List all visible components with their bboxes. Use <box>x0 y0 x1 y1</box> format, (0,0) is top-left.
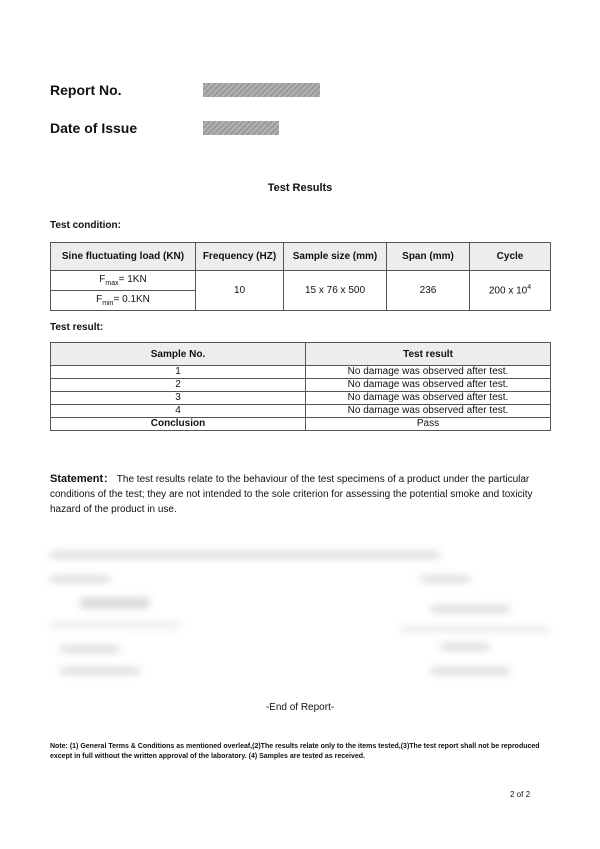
page-number: 2 of 2 <box>510 790 531 799</box>
end-of-report: -End of Report- <box>265 702 335 713</box>
conclusion-row <box>51 418 551 431</box>
table-row <box>51 366 551 379</box>
fmin-value: = 0.1KN <box>113 294 150 305</box>
report-no-redacted <box>203 83 320 97</box>
frequency-value: 10 <box>196 271 284 311</box>
cycle-exp: 4 <box>527 284 532 292</box>
test-condition-table <box>50 242 551 311</box>
header-load: Sine fluctuating load (KN) <box>51 243 196 271</box>
fmax-value: = 1KN <box>118 274 147 285</box>
sample-no: 1 <box>51 366 306 379</box>
statement-text: The test results relate to the behaviour of the test specimens of a product under the particular conditions of the test; they are not intended to the sole criterion for assessing the potential smoke and toxicity hazard of the product in use. <box>50 474 533 515</box>
footer-note: Note: (1) General Terms & Conditions as mentioned overleaf,(2)The results relate only to the items tested,(3)The test report shall not be reproduced except in full without the written approval of the laboratory. (4) Samples are tested as received. <box>50 743 540 760</box>
span-value: 236 <box>387 271 470 311</box>
condition-header-row <box>51 243 551 271</box>
cycle-value <box>470 271 551 311</box>
sample-size-value: 15 x 76 x 500 <box>284 271 387 311</box>
date-redacted <box>203 121 279 135</box>
fmax-cell: $F_{max}= 1KN$ <box>51 271 196 291</box>
header-span: Span (mm) <box>387 243 470 271</box>
table-row <box>51 405 551 418</box>
condition-row-fmax <box>51 271 551 291</box>
fmin-cell: $F_{min}= 0.1KN$ <box>51 291 196 311</box>
date-row <box>50 120 200 136</box>
cycle-base: 200 x 10 <box>488 285 528 297</box>
statement-label: Statement <box>50 473 104 485</box>
table-row <box>51 392 551 405</box>
sample-result: No damage was observed after test. <box>306 366 551 379</box>
page-title: Test Results <box>267 182 333 194</box>
header-sample-no: Sample No. <box>51 343 306 366</box>
sample-result: No damage was observed after test. <box>306 379 551 392</box>
header-cycle: Cycle <box>470 243 551 271</box>
conclusion-label: Conclusion <box>51 418 306 431</box>
fmin-sub: min <box>102 300 114 307</box>
table-row <box>51 379 551 392</box>
report-no-row <box>50 82 200 98</box>
date-label: Date of Issue <box>50 120 138 136</box>
blurred-signature-block <box>40 540 560 690</box>
test-result-label: Test result: <box>50 322 104 333</box>
test-condition-label: Test condition: <box>50 220 121 231</box>
sample-no: 2 <box>51 379 306 392</box>
report-no-label: Report No. <box>50 82 122 98</box>
test-result-table <box>50 342 551 431</box>
header-frequency: Frequency (HZ) <box>196 243 284 271</box>
sample-result: No damage was observed after test. <box>306 392 551 405</box>
result-header-row <box>51 343 551 366</box>
sample-result: No damage was observed after test. <box>306 405 551 418</box>
header-test-result: Test result <box>306 343 551 366</box>
statement: Statement： The test results relate to the behaviour of the test specimens of a product under the particular conditions of the test; they are not intended to the sole criterion for assessing the potential smoke and toxicity hazard of the product in use. <box>50 473 533 515</box>
header-sample-size: Sample size (mm) <box>284 243 387 271</box>
fmax-sub: max <box>105 280 119 287</box>
conclusion-value: Pass <box>306 418 551 431</box>
sample-no: 4 <box>51 405 306 418</box>
sample-no: 3 <box>51 392 306 405</box>
